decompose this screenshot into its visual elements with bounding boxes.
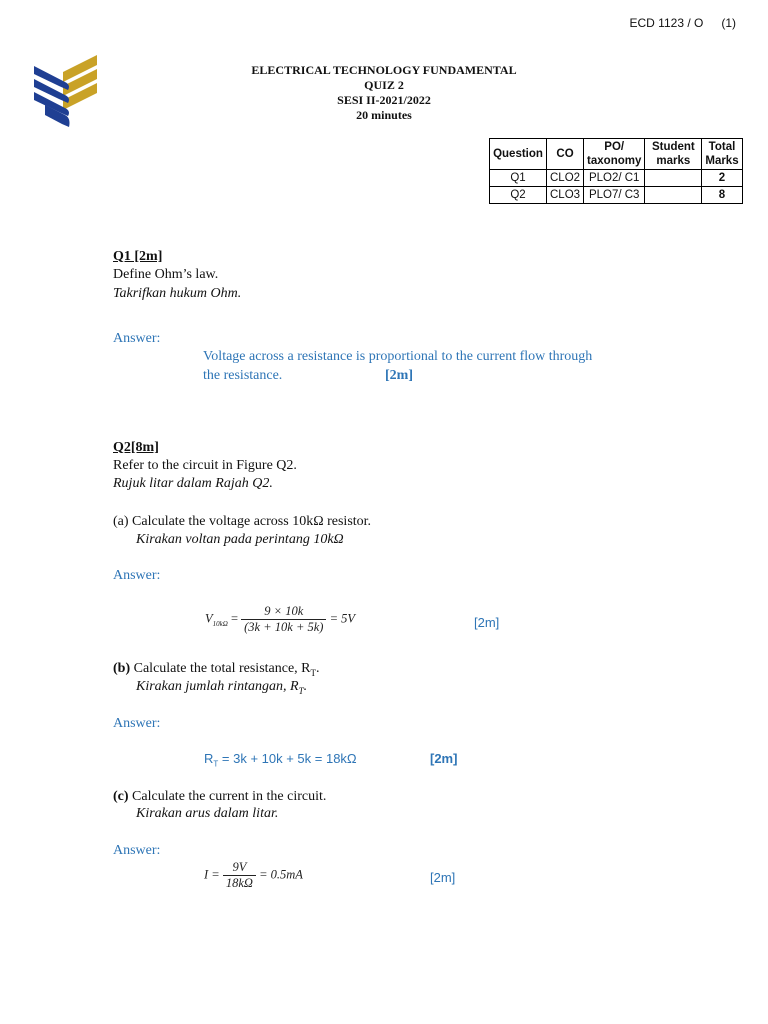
title-session: SESI II-2021/2022 <box>337 93 431 107</box>
q2b-text-en-sub: T <box>310 667 317 678</box>
page-header <box>630 16 736 30</box>
university-logo-icon <box>33 52 101 130</box>
q1-question-en: Define Ohm’s law. <box>113 267 219 282</box>
q2c-equation <box>204 860 303 891</box>
page-number: (1) <box>721 16 736 30</box>
q1-answer-label: Answer: <box>113 331 161 346</box>
q2c-answer-label: Answer: <box>113 843 161 858</box>
q2a-marks: [2m] <box>474 615 500 630</box>
cell-po: PLO7/ C3 <box>584 187 645 204</box>
cell-question: Q2 <box>490 187 547 204</box>
cell-co: CLO2 <box>547 170 584 187</box>
table-header-row <box>490 139 743 170</box>
q2b-eq-pre: R <box>204 751 214 766</box>
table-row <box>490 187 743 204</box>
q2-question-ms: Rujuk litar dalam Rajah Q2. <box>113 476 273 491</box>
course-code: ECD 1123 / O <box>629 16 704 30</box>
q1-question-ms: Takrifkan hukum Ohm. <box>113 286 242 301</box>
q2b-marks: [2m] <box>430 751 458 766</box>
q2a-answer-label: Answer: <box>113 568 161 583</box>
cell-total-marks: 2 <box>702 170 742 187</box>
q2b-text-ms-post: . <box>303 679 308 694</box>
q2b-text-ms-pre: Kirakan jumlah rintangan, R <box>136 679 299 694</box>
q2a-eq-denominator: (3k + 10k + 5k) <box>244 620 324 634</box>
q2a-eq-lhs-sub: 10kΩ <box>212 619 228 628</box>
q2c-question-en <box>113 788 326 806</box>
q2b-answer-label: Answer: <box>113 716 161 731</box>
q2b-text-en-post: . <box>316 661 320 676</box>
q2c-question-ms: Kirakan arus dalam litar. <box>136 806 279 821</box>
q2c-eq-fraction <box>223 860 256 891</box>
header-question: Question <box>490 139 547 170</box>
q2b-text-en-pre: Calculate the total resistance, R <box>133 661 311 676</box>
title-duration: 20 minutes <box>356 108 412 122</box>
header-total-marks: Total Marks <box>702 139 742 170</box>
q2a-equation: $V_{10k\Omega}$ = $\frac{9 \times 10k}{(3k + 10k + 5k)}$ = 5V <box>205 604 356 634</box>
header-co: CO <box>547 139 584 170</box>
q2a-eq-result: = 5V <box>329 611 356 626</box>
header-student-marks: Student marks <box>645 139 702 170</box>
q2c-eq-lhs: I = <box>204 867 220 882</box>
cell-student-marks[interactable] <box>645 187 702 204</box>
q2a-question-en <box>113 513 371 531</box>
q1-answer-line1: Voltage across a resistance is proportional to the current flow through <box>203 349 593 364</box>
q2a-eq-fraction <box>241 604 326 635</box>
q2c-label: (c) <box>113 789 129 804</box>
marks-table <box>489 138 743 204</box>
q1-answer-marks: [2m] <box>385 368 413 383</box>
q2c-eq-numerator: 9V <box>223 860 256 876</box>
q2b-question-ms <box>136 678 307 700</box>
cell-po: PLO2/ C1 <box>584 170 645 187</box>
cell-question: Q1 <box>490 170 547 187</box>
title-course: ELECTRICAL TECHNOLOGY FUNDAMENTAL <box>251 63 517 77</box>
q1-answer-line2: the resistance. <box>203 368 283 383</box>
q2b-text-ms-sub: T <box>298 685 304 696</box>
cell-student-marks[interactable] <box>645 170 702 187</box>
cell-total-marks: 8 <box>702 187 742 204</box>
q2b-eq-post: = 3k + 10k + 5k = 18kΩ <box>218 751 357 766</box>
q2a-text-en: Calculate the voltage across 10kΩ resistor. <box>132 514 372 529</box>
q2b-equation <box>204 751 357 769</box>
q2a-question-ms: Kirakan voltan pada perintang 10kΩ <box>136 532 344 547</box>
q2b-eq-sub: T <box>213 759 219 769</box>
q1-heading: Q1 [2m] <box>113 249 163 264</box>
q2a-label: (a) <box>113 514 129 529</box>
q2c-eq-denominator: 18kΩ <box>225 876 253 890</box>
q2c-marks: [2m] <box>430 870 456 885</box>
q2-question-en: Refer to the circuit in Figure Q2. <box>113 458 297 473</box>
cell-co: CLO3 <box>547 187 584 204</box>
q2-heading: Q2[8m] <box>113 440 159 455</box>
title-quiz: QUIZ 2 <box>364 78 404 92</box>
q2b-label: (b) <box>113 661 131 676</box>
q2c-text-en: Calculate the current in the circuit. <box>132 789 327 804</box>
document-title <box>200 63 568 123</box>
q2a-eq-lhs: V <box>205 611 213 626</box>
q2a-eq-numerator: 9 × 10k <box>241 604 326 620</box>
header-po: PO/ taxonomy <box>584 139 645 170</box>
table-row <box>490 170 743 187</box>
q2c-eq-result: = 0.5mA <box>259 867 303 882</box>
